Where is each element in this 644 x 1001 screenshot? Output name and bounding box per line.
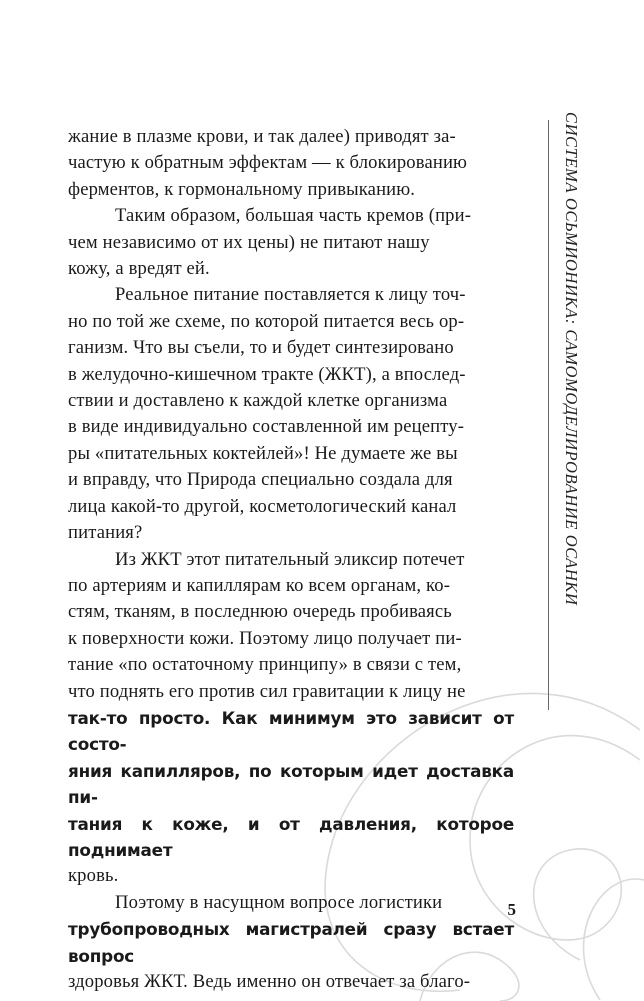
text-line: в виде индивидуально составленной им рецепту- — [68, 416, 465, 438]
text-line: Поэтому в насущном вопросе логистики — [115, 891, 443, 913]
text-line: чем независимо от их цены) не питают нашу — [68, 231, 430, 253]
text-line: по артериям и капиллярам ко всем органам, ко- — [68, 574, 451, 596]
page-number: 5 — [507, 900, 516, 919]
body-text — [68, 124, 514, 995]
text-line: кожу, а вредят ей. — [68, 258, 210, 280]
text-line: здоровья ЖКТ. Ведь именно он отвечает за благо- — [68, 971, 471, 992]
text-line: лица какой-то другой, косметологический канал — [68, 495, 457, 517]
paragraph — [68, 547, 514, 890]
paragraph — [68, 890, 514, 996]
paragraph — [68, 282, 514, 546]
text-line: Из ЖКТ этот питательный эликсир потечет — [115, 548, 465, 570]
text-line: питания? — [68, 522, 143, 544]
running-head: СИСТЕМА ОСЬМИОНИКА: САМОМОДЕЛИРОВАНИЕ ОСАНКИ — [562, 112, 581, 606]
text-line: частую к обратным эффектам — к блокированию — [68, 152, 468, 174]
paragraph — [68, 124, 514, 203]
text-line: Таким образом, большая часть кремов (при- — [115, 205, 472, 227]
text-line: ферментов, к гормональному привыканию. — [68, 178, 416, 200]
text-line: жание в плазме крови, и так далее) приводят за- — [68, 126, 456, 147]
text-line: ры «питательных коктейлей»! Не думаете же вы — [68, 442, 458, 464]
text-line: ствии и доставлено к каждой клетке организма — [68, 390, 448, 412]
text-line: трубопроводных магистралей сразу встает вопрос — [68, 919, 514, 966]
text-line: так-то просто. Как минимум это зависит от состо- — [68, 707, 514, 755]
text-line: в желудочно-кишечном тракте (ЖКТ), а впослед- — [68, 363, 466, 385]
text-line: Реальное питание поставляется к лицу точ- — [115, 284, 466, 306]
sidebar-divider — [548, 120, 549, 710]
text-line: яния капилляров, по которым идет доставка пи- — [68, 760, 514, 808]
text-line: тания к коже, и от давления, которое поднимает — [68, 813, 514, 860]
text-line: стям, тканям, в последнюю очередь пробиваясь — [68, 601, 452, 623]
text-line: к поверхности кожи. Поэтому лицо получает пи- — [68, 627, 462, 649]
text-line: кровь. — [68, 865, 119, 887]
text-line: но по той же схеме, по которой питается весь ор- — [68, 310, 465, 332]
text-line: и вправду, что Природа специально создала для — [68, 469, 453, 491]
text-line: что поднять его против сил гравитации к лицу не — [68, 680, 466, 702]
text-line: ганизм. Что вы съели, то и будет синтезировано — [68, 337, 454, 359]
paragraph — [68, 203, 514, 282]
text-line: тание «по остаточному принципу» в связи с тем, — [68, 654, 462, 676]
